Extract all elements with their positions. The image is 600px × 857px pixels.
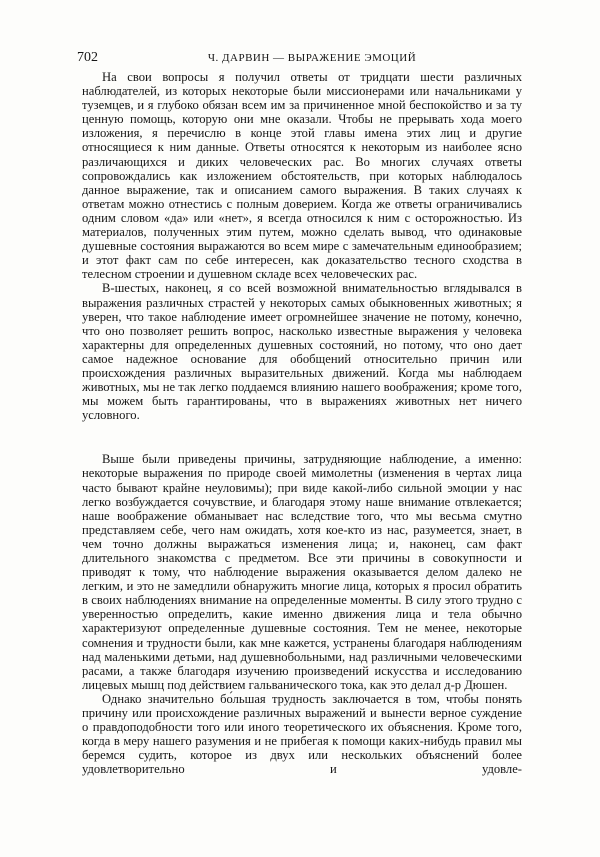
body-text xyxy=(82,70,522,791)
paragraph: Выше были приведены причины, затрудняющие наблюдение, а именно: некоторые выражения по природе своей мимолетны (изменения в чертах лица часто бывают крайне неуловимы); при виде какой-либо сильной эмоции у нас легко возбуждается сочувствие, и благодаря этому наше внимание отвлекается; наше воображение обманывает нас вследствие того, что мы весьма смутно представляем себе, чего нам ожидать, хотя кое-кто из нас, разумеется, знает, в чем точно должны выражаться изменения лица; и, наконец, сам факт длительного знакомства с предметом. Все эти причины в совокупности и приводят к тому, что наблюдение выражения оказывается делом далеко не легким, и это не замедлили обнаружить многие лица, которых я просил обратить в своих наблюдениях внимание на определенные моменты. В силу этого трудно с уверенностью определить, какие именно движения лица и тела обычно характеризуют определенные душевные состояния. Тем не менее, некоторые сомнения и трудности были, как мне кажется, устранены благодаря наблюдениям над маленькими детьми, над душевнобольными, над различными человеческими расами, а также благодаря изучению произведений искусства и исследованию лицевых мышц под действием гальванического тока, как это делал д-р Дюшен. xyxy=(82,452,522,692)
page-number: 702 xyxy=(77,50,98,65)
paragraph: Однако значительно бо́льшая трудность заключается в том, чтобы понять причину или происхождение различных выражений и вынести верное суждение о правдоподобности того или иного теоретического их объяснения. Кроме того, когда в меру нашего разумения и не прибегая к помощи каких-нибудь правил мы беремся судить, которое из двух или нескольких объяснений более удовлетворительно и удовле- xyxy=(82,691,522,777)
running-head: Ч. ДАРВИН — ВЫРАЖЕНИЕ ЭМОЦИЙ xyxy=(207,52,417,64)
paragraph: На свои вопросы я получил ответы от тридцати шести различных наблюдателей, из которых некоторые были миссионерами или начальниками у туземцев, и я глубоко обязан всем им за причиненное мной беспокойство и за ту ценную помощь, которую они мне оказали. Чтобы не прерывать хода моего изложения, я перечислю в конце этой главы имена этих лиц и другие относящиеся к ним данные. Ответы относятся к некоторым из наиболее ясно различающихся и диких человеческих рас. Во многих случаях ответы сопровождались как изложением обстоятельств, при которых наблюдалось данное выражение, так и описанием самого выражения. В таких случаях к ответам можно отнестись с полным доверием. Когда же ответы ограничивались одним словом «да» или «нет», я всегда относился к ним с осторожностью. Из материалов, полученных этим путем, можно сделать вывод, что одинаковые душевные состояния выражаются во всем мире с замечательным единообразием; и этот факт сам по себе интересен, как доказательство тесного сходства в телесном строении и душевном складе всех человеческих рас. xyxy=(82,70,522,282)
paragraph: В-шестых, наконец, я со всей возможной внимательностью вглядывался в выражения различных страстей у некоторых самых обыкновенных животных; я уверен, что такое наблюдение имеет огромнейшее значение не потому, конечно, что оно позволяет решить вопрос, насколько известные выражения у человека характерны для определенных душевных состояний, но потому, что оно дает самое надежное основание для обобщений относительно причин или происхождения различных выразительных движений. Когда мы наблюдаем животных, мы не так легко поддаемся влиянию нашего воображения; кроме того, мы можем быть гарантированы, что в выражениях животных нет ничего условного. xyxy=(82,281,522,423)
